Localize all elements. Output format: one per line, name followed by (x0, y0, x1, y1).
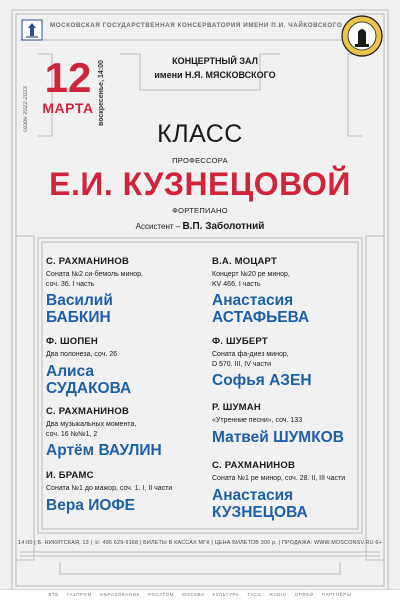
work-title (212, 474, 377, 484)
concert-date (40, 54, 96, 116)
work-title (212, 416, 377, 426)
sponsor-logo: ПАРТНЁРЫ (321, 592, 352, 597)
performer-line: Софья АЗЕН (212, 372, 312, 389)
performer-line: Матвей ШУМКОВ (212, 428, 344, 446)
performer (46, 363, 211, 397)
composer: С. РАХМАНИНОВ (46, 406, 130, 417)
performer-line: Алиса (46, 362, 94, 380)
program-item (212, 336, 377, 394)
program-item (46, 406, 211, 464)
performer (46, 497, 211, 514)
work-title (212, 350, 377, 369)
composer: Ф. ШУБЕРТ (212, 336, 268, 347)
program-left-column (46, 256, 211, 520)
composer: С. РАХМАНИНОВ (46, 256, 130, 267)
conservatory-seal-icon (340, 14, 384, 58)
work-title (46, 270, 211, 289)
sponsor-strip (0, 589, 400, 600)
work-title (46, 420, 211, 439)
program-item (46, 470, 211, 520)
work-title (46, 350, 211, 360)
assistant-name: В.П. Заболотний (182, 221, 265, 232)
work-line: Концерт №20 ре минор, (212, 271, 290, 278)
assistant (0, 221, 400, 232)
work-line: KV 466. I часть (212, 280, 261, 288)
date-month: МАРТА (42, 100, 94, 116)
sponsor-logo: ВТБ (48, 592, 59, 597)
professor-name: Е.И. КУЗНЕЦОВОЙ (49, 166, 351, 202)
sponsor-logo: РОСАТОМ (147, 592, 175, 597)
season-label: сезон 2022-2023 (23, 86, 29, 132)
sponsor-logo: ОБРАЗОВАНИЕ (99, 592, 141, 597)
performer-line: СУДАКОВА (46, 379, 132, 397)
date-day: 12 (44, 54, 92, 101)
work-line: Соната №1 ре минор, соч. 28. II, III части (212, 475, 346, 482)
program-item (46, 336, 211, 402)
performer-line: Василий (46, 292, 113, 309)
performer-line: АСТАФЬЕВА (212, 309, 310, 326)
composer: С. РАХМАНИНОВ (212, 460, 296, 471)
assistant-label: Ассистент – (135, 222, 181, 231)
work-title (46, 484, 211, 494)
title-class: КЛАСС (157, 120, 243, 148)
sponsor-logo: ОРФЕЙ (294, 592, 314, 597)
sponsor-logo: ГАЗПРОМ (66, 592, 92, 597)
work-line: соч. 36. I часть (46, 280, 95, 288)
work-line: Соната №1 до мажор, соч. 1. I, II части (46, 485, 173, 492)
composer: Р. ШУМАН (212, 402, 261, 413)
sponsor-logo: МОСКВА (182, 592, 205, 597)
sponsor-logo: ТАСС (247, 592, 262, 597)
venue-line2: имени Н.Я. МЯСКОВСКОГО (154, 70, 276, 80)
work-line: «Утренние песни», соч. 133 (212, 417, 303, 424)
venue-line1: КОНЦЕРТНЫЙ ЗАЛ (172, 56, 258, 66)
sponsor-logo: RADIO (269, 592, 287, 597)
sponsor-logo: КУЛЬТУРА (212, 592, 240, 597)
work-line: Два музыкальных момента, (46, 421, 137, 428)
program-item (212, 460, 377, 520)
program-item (212, 256, 377, 326)
performer (212, 429, 377, 446)
performer-line: Артём ВАУЛИН (46, 442, 162, 459)
work-line: D 570. III, IV части (212, 360, 272, 368)
performer-line: БАБКИН (46, 309, 111, 326)
work-title (212, 270, 377, 289)
work-line: Соната фа-диез минор, (212, 351, 289, 358)
performer (212, 487, 377, 521)
performer-line: Вера ИОФЕ (46, 496, 135, 514)
performer-line: КУЗНЕЦОВА (212, 503, 308, 521)
title-professor: ПРОФЕССОРА (172, 156, 228, 165)
composer: В.А. МОЦАРТ (212, 256, 277, 267)
footer-info: 14:00 | Б. НИКИТСКАЯ, 13 | ☏ 495 629-9168 | БИЛЕТЫ В КАССАХ МГК | ЦЕНА БИЛЕТОВ 300 р. | ПРОДАЖА: WWW.MOSCONSV.RU 6+ (18, 540, 382, 546)
performer (212, 372, 377, 389)
performer-line: Анастасия (212, 292, 294, 309)
ministry-emblem-icon (20, 18, 44, 42)
performer (212, 292, 377, 326)
performer-line: Анастасия (212, 486, 294, 504)
program-item (46, 256, 211, 326)
work-line: соч. 16 №№1, 2 (46, 430, 98, 438)
composer: И. БРАМС (46, 470, 94, 481)
program-right-column (212, 256, 377, 520)
program-item (212, 402, 377, 452)
work-line: Два полонеза, соч. 26 (46, 351, 118, 358)
instrument: ФОРТЕПИАНО (172, 206, 228, 215)
performer (46, 442, 211, 459)
venue (150, 54, 280, 82)
institution-name: МОСКОВСКАЯ ГОСУДАРСТВЕННАЯ КОНСЕРВАТОРИЯ ИМЕНИ П.И. ЧАЙКОВСКОГО (50, 22, 343, 29)
weekday-time: воскресенье, 14:00 (98, 60, 105, 126)
work-line: Соната №2 си-бемоль минор, (46, 271, 143, 278)
composer: Ф. ШОПЕН (46, 336, 98, 347)
performer (46, 292, 211, 326)
